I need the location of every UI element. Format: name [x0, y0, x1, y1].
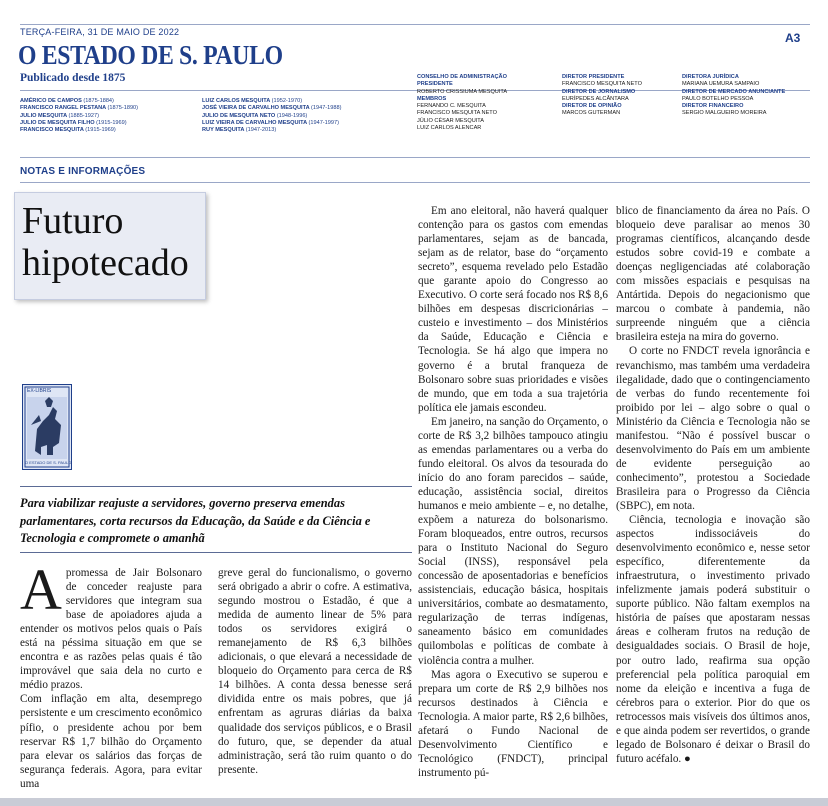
- founders-left: [20, 98, 138, 134]
- paragraph: Com inflação em alta, desemprego persistente e um crescimento econômico pífio, o presidente achou por bem reservar R$ 1,7 bilhão do Orçamento para elevar os salários das forças de segurança federais. Agora, para evitar uma: [20, 693, 202, 788]
- paragraph: Em ano eleitoral, não haverá qualquer contenção para os gastos com emendas parlamentares, sejam as de bancada, sejam as de relator, base do “orçamento secreto”, esquema revelado pelo Estadão que garante apoio do Congresso ao Executivo. O corte será focado nos R$ 8,6 bilhões em despesas discricionárias – custeio e investimento – dos Ministérios da Saúde, Educação e Ciência e Tecnologia. Se há algo que impera no governo é a brutal franqueza de Bolsonaro sobre suas prioridades e visões de mundo, que em toda a sua trajetória política ele jamais escondeu.: [418, 205, 608, 414]
- staff-member: EURÍPEDES ALCÂNTARA: [562, 95, 629, 102]
- staff-member: MARCOS GUTERMAN: [562, 110, 621, 117]
- paragraph: Em janeiro, na sanção do Orçamento, o corte de R$ 3,2 bilhões tampouco atingiu as emendas parlamentares ou a verba do fundo eleitoral. Os alvos da tesourada do início do ano foram parecidos – saúde, educação, assistência social, direitos humanos e meio ambiente – e, no detalhe, expõem a natureza do bolsonarismo. Foram bloqueados, entre outros, recursos para o Instituto Nacional do Seguro Social (INSS), responsável pela concessão de aposentadorias e benefícios assistenciais, educação básica, hospitais universitários, combate ao desmatamento, regularização de terras indígenas, saneamento básico em comunidades quilombolas e políticas de combate à violência contra a mulher.: [418, 415, 608, 667]
- staff-role: DIRETOR FINANCEIRO: [682, 103, 744, 110]
- paragraph: Ciência, tecnologia e inovação são aspectos indissociáveis do desenvolvimento econômico e, nesse setor específico, diferentemente da infraestrutura, o investimento privado infelizmente jamais poderá substituir o suporte público. Não faltam exemplos na história de países que apostaram nessas áreas e colheram frutos na redução de desigualdades sociais. O Brasil de hoje, por outro lado, reafirma sua opção preferencial pela política paroquial em nome da eleição e incentiva a fuga de cérebros para o exterior. Pior do que os retrocessos mais visíveis dos últimos anos, e que ainda podem ser revertidos, o grande legado de Bolsonaro é deixar o Brasil do futuro acéfalo. ●: [616, 514, 810, 765]
- section-rule-top: [20, 157, 810, 158]
- paragraph: greve geral do funcionalismo, o governo será obrigado a abrir o cofre. A estimativa, segundo mostrou o Estadão, é que a medida de aumento linear de 5% para todos os servidores exigirá o remanejamento de R$ 6,3 bilhões adicionais, o que elevará a necessidade de bloqueio do Orçamento para cerca de R$ 14 bilhões. A conta dessa benesse será dividida entre os mais pobres, que já enfrentam as agruras diárias da baixa qualidade dos serviços públicos, e o Brasil do futuro, que, se depender da atual administração, será tão ruim quanto o do presente.: [218, 567, 412, 776]
- staff-member: PAULO BOTELHO PESSOA: [682, 95, 754, 102]
- founder-entry: FRANCISCO RANGEL PESTANA (1875-1890): [20, 105, 139, 112]
- staff-directors: [562, 74, 642, 118]
- paragraph: Mas agora o Executivo se superou e prepara um corte de R$ 2,9 bilhões nos recursos destinados à Ciência e Tecnologia. A maior parte, R$ 2,6 bilhões, afetará o Fundo Nacional de Desenvolvimento Científico e Tecnológico (FNDCT), principal instrumento pú-: [418, 668, 608, 779]
- staff-member: ROBERTO CRISSIUMA MESQUITA: [417, 88, 508, 95]
- published-since: Publicado desde 1875: [20, 72, 126, 84]
- staff-role: DIRETOR DE OPINIÃO: [562, 103, 622, 110]
- staff-role: CONSELHO DE ADMINISTRAÇÃO: [417, 74, 507, 80]
- founder-entry: JOSÉ VIEIRA DE CARVALHO MESQUITA (1947-1988): [202, 105, 342, 112]
- founder-entry: JULIO MESQUITA (1885-1927): [20, 112, 99, 119]
- article-column-1: [20, 566, 202, 788]
- ex-libris-emblem: [22, 384, 72, 470]
- top-rule: [20, 24, 810, 25]
- page-number: A3: [785, 31, 801, 45]
- paragraph: [20, 566, 202, 692]
- section-label: NOTAS E INFORMAÇÕES: [20, 166, 146, 177]
- edition-date: TERÇA-FEIRA, 31 DE MAIO DE 2022: [20, 27, 180, 37]
- article-column-4: [616, 204, 810, 792]
- staff-board: [417, 74, 507, 132]
- founder-entry: RUY MESQUITA (1947-2013): [202, 127, 277, 134]
- subtitle-rule-bottom: [20, 552, 412, 553]
- ex-libris-top-text: EX-LIBRIS: [27, 388, 52, 394]
- staff-role: DIRETORA JURÍDICA: [682, 74, 739, 80]
- founder-entry: LUIZ VIEIRA DE CARVALHO MESQUITA (1947-1997): [202, 119, 339, 126]
- article-column-3: [418, 204, 608, 792]
- staff-role: MEMBROS: [417, 95, 447, 102]
- paragraph: blico de financiamento da área no País. O bloqueio deve paralisar ao menos 30 programas científicos, alcançando desde estudos sobre covid-19 e combate a doenças negligenciadas até colaboração com missões espaciais e pesquisas na Antártida. Depois do negacionismo que marcou o combate à pandemia, não surpreende ninguém que a ciência brasileira esteja na mira do governo.: [616, 205, 810, 344]
- paragraph: O corte no FNDCT revela ignorância e revanchismo, mas também uma verdadeira ilegalidade, dado que o contingenciamento de verbas do fundo recentemente foi proibido por lei – algo sobre o qual o Ministério da Ciência e Tecnologia não se manifestou. “Não é possível buscar o desenvolvimento do País em um ambiente de evidente perseguição ao conhecimento”, protestou a Sociedade Brasileira para o Progresso da Ciência (SBPC), em nota.: [616, 345, 810, 512]
- founder-entry: FRANCISCO MESQUITA (1915-1969): [20, 127, 116, 134]
- staff-member: FERNANDO C. MESQUITA: [417, 103, 486, 110]
- paragraph-text: promessa de Jair Bolsonaro de conceder reajuste para servidores que integram sua base de apoiadores ajuda a entender os motivos pelos quais o País está na péssima situação em que se encontra e as razões pelas quais é tão improvável que saia dela no curto e médio prazos.: [20, 567, 202, 692]
- staff-role: DIRETOR PRESIDENTE: [562, 74, 625, 80]
- subtitle-rule-top: [20, 486, 412, 487]
- staff-member: SERGIO MALGUEIRO MOREIRA: [682, 110, 767, 117]
- ex-libris-knight-icon: [23, 385, 71, 469]
- staff-member: FRANCISCO MESQUITA NETO: [562, 81, 642, 88]
- founder-entry: JULIO DE MESQUITA NETO (1948-1996): [202, 112, 308, 119]
- page-bottom-edge: [0, 798, 828, 806]
- headline-line: hipotecado: [22, 242, 189, 284]
- staff-role: PRESIDENTE: [417, 81, 453, 88]
- article-subtitle: Para viabilizar reajuste a servidores, governo preserva emendas parlamentares, corta recursos da Educação, da Saúde e da Ciência e Tecnologia e compromete o amanhã: [20, 496, 371, 546]
- founder-entry: AMÉRICO DE CAMPOS (1875-1884): [20, 98, 114, 104]
- staff-member: LUIZ CARLOS ALENCAR: [417, 125, 482, 132]
- staff-role: DIRETOR DE MERCADO ANUNCIANTE: [682, 88, 786, 95]
- drop-cap: A: [20, 566, 62, 622]
- headline: [22, 200, 189, 284]
- newspaper-logo: O ESTADO DE S. PAULO: [18, 40, 283, 70]
- founders-right: [202, 98, 341, 134]
- founder-entry: LUIZ CARLOS MESQUITA (1952-1970): [202, 98, 303, 104]
- article-column-2: [218, 566, 412, 788]
- headline-line: Futuro: [22, 200, 124, 242]
- staff-directors-2: [682, 74, 785, 118]
- ex-libris-bottom-text: O ESTADO DE S. PAULO: [25, 460, 72, 465]
- staff-member: JÚLIO CÉSAR MESQUITA: [417, 117, 485, 124]
- staff-role: DIRETOR DE JORNALISMO: [562, 88, 636, 95]
- staff-member: MARIANA UEMURA SAMPAIO: [682, 81, 760, 88]
- founder-entry: JULIO DE MESQUITA FILHO (1915-1969): [20, 119, 127, 126]
- section-rule-bottom: [20, 182, 810, 183]
- staff-member: FRANCISCO MESQUITA NETO: [417, 110, 497, 117]
